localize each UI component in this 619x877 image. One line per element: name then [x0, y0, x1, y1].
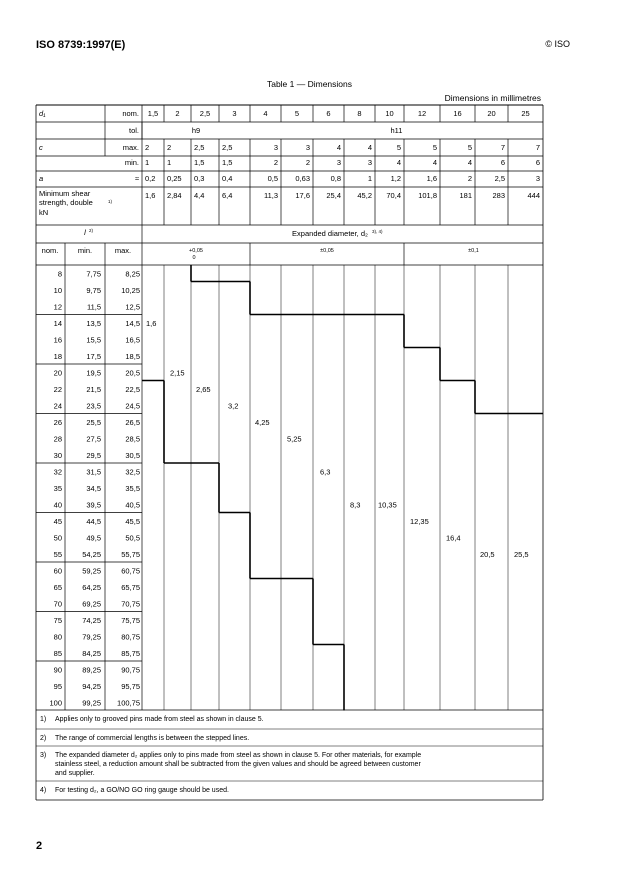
expanded-diameter-value: 12,35 [410, 517, 429, 526]
page-number: 2 [36, 840, 43, 852]
footnote-number: 4) [40, 787, 47, 794]
length-min: 74,25 [82, 616, 101, 625]
a-value: 0,8 [330, 174, 341, 183]
length-max: 12,5 [125, 302, 140, 312]
tolerance-h11: h11 [390, 126, 403, 135]
footnote-text: Applies only to grooved pins made from steel as shown in clause 5. [55, 716, 264, 723]
length-nom: 18 [53, 352, 62, 361]
tolerance-mid: ±0,05 [320, 248, 334, 254]
c-max-value: 4 [367, 143, 372, 152]
length-nom: 14 [53, 319, 62, 328]
c-min-value: 1 [167, 158, 172, 167]
copyright: © ISO [545, 39, 570, 49]
expanded-footnote-ref: 3), 4) [372, 229, 383, 234]
c-min-value: 4 [396, 158, 401, 167]
c-min-value: 6 [500, 158, 505, 167]
shear-unit: kN [39, 208, 49, 217]
length-nom: 40 [53, 500, 62, 510]
length-min: 17,5 [86, 352, 101, 361]
length-max: 95,75 [121, 682, 140, 691]
length-nom: 50 [53, 533, 62, 543]
length-nom: 65 [53, 583, 62, 592]
a-value: 0,5 [267, 174, 278, 183]
length-nom: 30 [53, 451, 62, 460]
column-header-d1: 10 [385, 109, 394, 118]
a-value: 2,5 [494, 174, 505, 183]
c-min-value: 3 [336, 158, 341, 167]
c-max-value: 3 [273, 143, 278, 152]
c-max-value: 2,5 [222, 143, 233, 152]
a-value: 3 [535, 174, 540, 183]
a-label: a [39, 174, 44, 183]
length-max: 45,5 [125, 517, 140, 526]
length-nom: 32 [53, 467, 62, 477]
a-approx-label: ≈ [134, 174, 139, 183]
c-max-value: 5 [432, 143, 437, 152]
length-nom: 70 [53, 599, 62, 609]
shear-value: 11,3 [263, 191, 278, 200]
length-max: 50,5 [125, 533, 140, 543]
column-header-d1: 16 [453, 109, 462, 118]
max-header: max. [114, 246, 132, 255]
a-value: 1 [367, 174, 372, 183]
c-max-label: max. [122, 143, 139, 152]
length-max: 10,25 [121, 286, 140, 295]
length-min: 34,5 [86, 484, 101, 493]
c-max-value: 7 [535, 143, 540, 152]
tolerance-right: ±0,1 [468, 248, 479, 254]
a-value: 0,25 [167, 174, 182, 183]
length-min: 7,75 [86, 269, 101, 279]
tolerance-h9: h9 [191, 126, 201, 135]
length-nom: 45 [53, 517, 62, 526]
c-min-value: 1 [145, 158, 150, 167]
length-min: 21,5 [86, 385, 101, 394]
length-min: 84,25 [82, 649, 101, 658]
length-nom: 90 [53, 665, 62, 675]
footnote-number: 1) [40, 716, 47, 723]
column-header-d1: 6 [326, 109, 331, 118]
expanded-diameter-value: 3,2 [228, 401, 239, 411]
footnote-text: The range of commercial lengths is between the stepped lines. [55, 735, 250, 742]
c-max-value: 4 [336, 143, 341, 152]
length-nom: 12 [53, 302, 62, 312]
length-nom: 24 [53, 401, 62, 411]
shear-label-line1: Minimum shear [39, 189, 91, 198]
a-value: 1,6 [426, 174, 437, 183]
c-min-value: 1,5 [194, 158, 205, 167]
c-min-value: 3 [367, 158, 372, 167]
length-min: 44,5 [86, 517, 101, 526]
footnote-text: stainless steel, a reduction amount shall be subtracted from the given values and should be agreed between customer [55, 761, 421, 768]
c-max-value: 2 [145, 143, 150, 152]
table-caption: Table 1 — Dimensions [266, 79, 353, 89]
length-max: 30,5 [125, 451, 140, 460]
c-max-value: 3 [305, 143, 310, 152]
column-header-d1: 12 [417, 109, 427, 118]
length-nom: 8 [57, 269, 62, 279]
length-max: 20,5 [125, 368, 140, 378]
length-min: 59,25 [82, 566, 101, 576]
footnote-number: 2) [40, 735, 47, 742]
units-note: Dimensions in millimetres [444, 93, 541, 103]
nom-header: nom. [41, 246, 59, 255]
length-nom: 80 [53, 632, 62, 642]
length-max: 35,5 [125, 484, 140, 493]
expanded-diameter-value: 6,3 [320, 467, 331, 477]
shear-value: 2,84 [167, 191, 182, 200]
a-value: 2 [467, 174, 472, 183]
length-nom: 75 [53, 616, 62, 625]
length-max: 90,75 [121, 665, 140, 675]
l-label: l [84, 228, 86, 237]
footnote-text: The expanded diameter d₂ applies only to pins made from steel as shown in clause 5. For other materials, for example [55, 752, 422, 759]
expanded-diameter-value: 4,25 [255, 418, 270, 427]
a-value: 0,2 [145, 174, 156, 183]
footnote-number: 3) [40, 752, 47, 759]
footnote-text: For testing d₂, a GO/NO GO ring gauge should be used. [55, 787, 229, 794]
c-label: c [39, 143, 43, 152]
shear-footnote-ref: 1) [108, 199, 113, 204]
expanded-diameter-value: 1,6 [146, 319, 157, 328]
column-header-d1: 5 [294, 109, 300, 118]
length-min: 31,5 [86, 467, 101, 477]
tolerance-plus: +0,05 [189, 248, 203, 254]
tol-label: tol. [128, 126, 139, 135]
length-min: 23,5 [86, 401, 101, 411]
length-nom: 22 [53, 385, 62, 394]
length-min: 49,5 [86, 533, 101, 543]
shear-value: 6,4 [222, 191, 233, 200]
length-nom: 100 [49, 698, 62, 708]
shear-value: 45,2 [357, 191, 372, 200]
length-nom: 20 [53, 368, 62, 378]
length-max: 26,5 [125, 418, 140, 427]
shear-value: 17,6 [295, 191, 310, 200]
length-nom: 16 [53, 335, 62, 345]
footnote-text: and supplier. [55, 770, 95, 777]
length-nom: 55 [53, 550, 62, 559]
document-id: ISO 8739:1997(E) [36, 39, 126, 51]
c-min-value: 1,5 [222, 158, 233, 167]
c-max-value: 2 [167, 143, 172, 152]
length-nom: 60 [53, 566, 62, 576]
c-max-value: 5 [396, 143, 401, 152]
column-header-d1: 25 [521, 109, 530, 118]
a-value: 0,3 [194, 174, 205, 183]
length-min: 39,5 [86, 500, 101, 510]
expanded-diameter-value: 20,5 [480, 550, 495, 559]
length-max: 80,75 [121, 632, 140, 642]
length-max: 8,25 [125, 269, 140, 279]
length-min: 19,5 [86, 368, 101, 378]
length-nom: 35 [53, 484, 62, 493]
length-nom: 95 [53, 682, 62, 691]
c-min-value: 4 [432, 158, 437, 167]
column-header-d1: 1,5 [147, 109, 159, 118]
length-min: 94,25 [82, 682, 101, 691]
expanded-diameter-title: Expanded diameter, d₂ [292, 229, 368, 238]
expanded-diameter-value: 2,65 [196, 385, 211, 394]
a-value: 0,4 [222, 174, 233, 183]
length-max: 24,5 [125, 401, 140, 411]
length-max: 100,75 [117, 698, 140, 708]
expanded-diameter-value: 5,25 [287, 434, 302, 444]
c-max-value: 2,5 [194, 143, 205, 152]
length-max: 32,5 [125, 467, 140, 477]
expanded-diameter-value: 8,3 [350, 500, 361, 510]
column-header-d1: 8 [357, 109, 362, 118]
column-header-d1: 2,5 [199, 109, 211, 118]
c-max-value: 5 [467, 143, 472, 152]
length-max: 55,75 [121, 550, 140, 559]
length-min: 25,5 [86, 418, 101, 427]
shear-value: 444 [527, 191, 540, 200]
length-nom: 28 [53, 434, 62, 444]
shear-value: 101,8 [418, 191, 437, 200]
length-max: 18,5 [125, 352, 140, 361]
c-min-value: 2 [305, 158, 310, 167]
expanded-diameter-value: 10,35 [378, 500, 397, 510]
shear-value: 70,4 [386, 191, 401, 200]
expanded-diameter-value: 25,5 [514, 550, 529, 559]
column-header-d1: 3 [232, 109, 237, 118]
min-header: min. [77, 246, 93, 255]
d1-label: d₁ [39, 109, 46, 118]
length-min: 69,25 [82, 599, 101, 609]
length-max: 28,5 [125, 434, 140, 444]
length-min: 54,25 [82, 550, 101, 559]
length-max: 85,75 [121, 649, 140, 658]
length-max: 60,75 [121, 566, 140, 576]
length-nom: 10 [53, 286, 62, 295]
length-min: 11,5 [86, 302, 101, 312]
c-min-value: 6 [535, 158, 540, 167]
length-min: 27,5 [86, 434, 101, 444]
shear-label-line2: strength, double [39, 198, 93, 207]
shear-value: 25,4 [326, 191, 341, 200]
length-max: 40,5 [125, 500, 140, 510]
length-min: 79,25 [82, 632, 101, 642]
length-nom: 85 [53, 649, 62, 658]
length-max: 16,5 [125, 335, 140, 345]
column-header-d1: 4 [263, 109, 268, 118]
length-min: 15,5 [86, 335, 101, 345]
length-max: 65,75 [121, 583, 140, 592]
c-min-value: 4 [467, 158, 472, 167]
column-header-d1: 2 [175, 109, 180, 118]
expanded-diameter-value: 2,15 [170, 368, 185, 378]
length-min: 9,75 [86, 286, 101, 295]
tolerance-zero: 0 [192, 255, 196, 261]
a-value: 0,63 [295, 174, 310, 183]
length-min: 29,5 [86, 451, 101, 460]
length-nom: 26 [53, 418, 62, 427]
column-header-d1: 20 [487, 109, 496, 118]
l-footnote-ref: 2) [89, 228, 94, 233]
length-max: 70,75 [121, 599, 140, 609]
c-max-value: 7 [500, 143, 505, 152]
length-min: 13,5 [86, 319, 101, 328]
expanded-diameter-value: 16,4 [446, 533, 461, 543]
shear-value: 4,4 [194, 191, 205, 200]
nom-label: nom. [122, 109, 139, 118]
shear-value: 181 [459, 191, 472, 200]
length-max: 75,75 [121, 616, 140, 625]
length-min: 89,25 [82, 665, 101, 675]
a-value: 1,2 [390, 174, 401, 183]
length-max: 14,5 [125, 319, 140, 328]
c-min-value: 2 [273, 158, 278, 167]
length-max: 22,5 [125, 385, 140, 394]
length-min: 64,25 [82, 583, 101, 592]
length-min: 99,25 [82, 698, 101, 708]
shear-value: 283 [492, 191, 505, 200]
shear-value: 1,6 [145, 191, 156, 200]
c-min-label: min. [124, 158, 139, 167]
